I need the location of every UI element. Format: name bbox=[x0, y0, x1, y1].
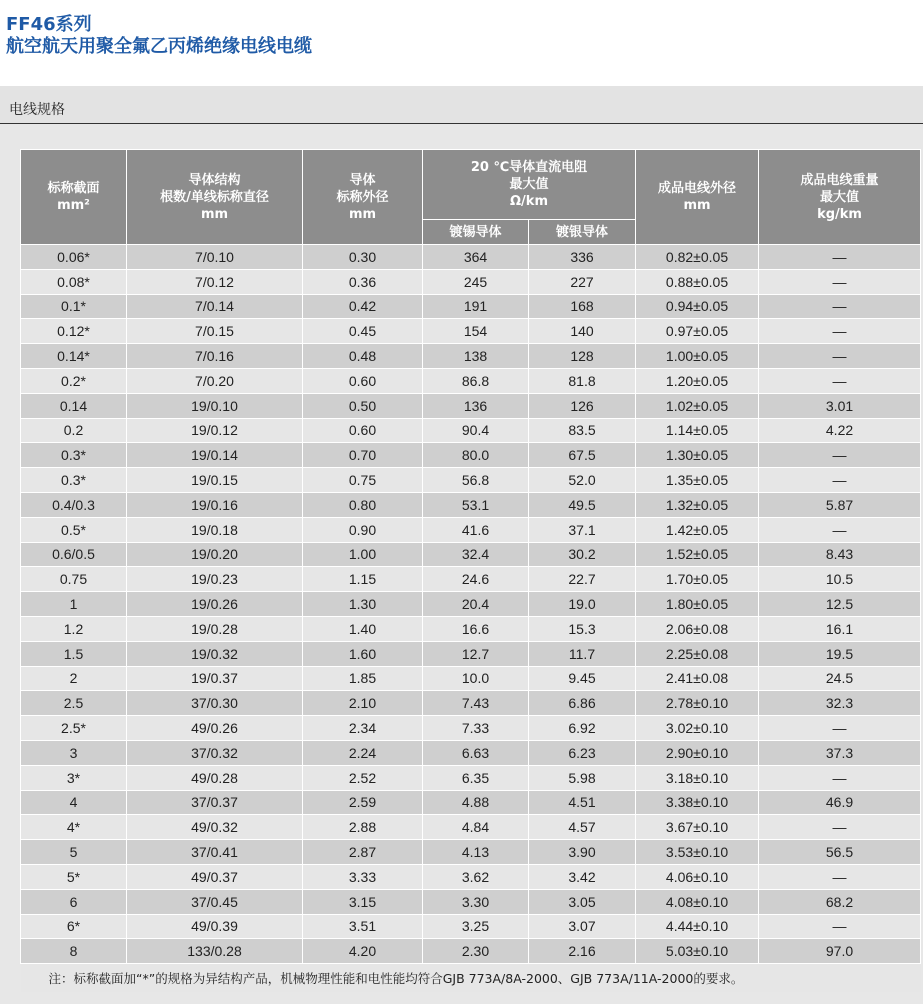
table-row bbox=[21, 889, 921, 914]
table-cell: 4 bbox=[21, 790, 127, 815]
table-cell: 53.1 bbox=[423, 492, 529, 517]
table-cell: 97.0 bbox=[759, 939, 921, 964]
table-cell: 19/0.14 bbox=[127, 443, 303, 468]
table-cell: 1.00 bbox=[303, 542, 423, 567]
header-outer-diameter bbox=[636, 150, 759, 245]
table-cell: — bbox=[759, 517, 921, 542]
table-cell: 0.14* bbox=[21, 344, 127, 369]
table-row bbox=[21, 914, 921, 939]
spec-table bbox=[20, 149, 921, 992]
table-cell: 83.5 bbox=[529, 418, 636, 443]
header-silvered-conductor: 镀银导体 bbox=[529, 220, 636, 245]
table-row bbox=[21, 294, 921, 319]
table-cell: 6.63 bbox=[423, 740, 529, 765]
table-cell: 5.03±0.10 bbox=[636, 939, 759, 964]
table-cell: — bbox=[759, 765, 921, 790]
header-unit: Ω/km bbox=[510, 194, 548, 209]
table-cell: 37.1 bbox=[529, 517, 636, 542]
table-cell: 336 bbox=[529, 245, 636, 270]
table-cell: 3.15 bbox=[303, 889, 423, 914]
table-row bbox=[21, 691, 921, 716]
table-row bbox=[21, 592, 921, 617]
table-cell: 22.7 bbox=[529, 567, 636, 592]
table-cell: — bbox=[759, 245, 921, 270]
table-cell: 7/0.14 bbox=[127, 294, 303, 319]
table-cell: 245 bbox=[423, 269, 529, 294]
table-cell: 0.75 bbox=[21, 567, 127, 592]
table-cell: — bbox=[759, 716, 921, 741]
header-text: 最大值 bbox=[820, 189, 860, 205]
table-cell: 4.08±0.10 bbox=[636, 889, 759, 914]
table-cell: 3.67±0.10 bbox=[636, 815, 759, 840]
table-cell: 68.2 bbox=[759, 889, 921, 914]
table-row bbox=[21, 245, 921, 270]
table-row bbox=[21, 716, 921, 741]
header-unit: mm² bbox=[57, 198, 90, 213]
table-cell: 0.36 bbox=[303, 269, 423, 294]
table-cell: — bbox=[759, 344, 921, 369]
table-cell: 3.18±0.10 bbox=[636, 765, 759, 790]
table-cell: 1.35±0.05 bbox=[636, 468, 759, 493]
table-cell: 46.9 bbox=[759, 790, 921, 815]
table-cell: 19/0.20 bbox=[127, 542, 303, 567]
table-cell: 15.3 bbox=[529, 616, 636, 641]
table-cell: 5.98 bbox=[529, 765, 636, 790]
table-cell: 4.13 bbox=[423, 840, 529, 865]
table-cell: 1.30 bbox=[303, 592, 423, 617]
table-cell: 4.88 bbox=[423, 790, 529, 815]
section-label: 电线规格 bbox=[9, 102, 65, 118]
header-text: 根数/单线标称直径 bbox=[160, 189, 269, 205]
header-weight bbox=[759, 150, 921, 245]
table-cell: 1 bbox=[21, 592, 127, 617]
table-cell: 0.50 bbox=[303, 393, 423, 418]
table-cell: 49/0.28 bbox=[127, 765, 303, 790]
table-cell: 4.57 bbox=[529, 815, 636, 840]
table-cell: 4* bbox=[21, 815, 127, 840]
table-cell: 10.5 bbox=[759, 567, 921, 592]
table-cell: 8 bbox=[21, 939, 127, 964]
table-cell: 2.59 bbox=[303, 790, 423, 815]
table-cell: 7/0.16 bbox=[127, 344, 303, 369]
table-cell: 3 bbox=[21, 740, 127, 765]
table-cell: 41.6 bbox=[423, 517, 529, 542]
table-cell: 0.06* bbox=[21, 245, 127, 270]
table-cell: 0.82±0.05 bbox=[636, 245, 759, 270]
table-cell: 2.24 bbox=[303, 740, 423, 765]
table-cell: 0.88±0.05 bbox=[636, 269, 759, 294]
table-cell: 19.0 bbox=[529, 592, 636, 617]
table-cell: 3.02±0.10 bbox=[636, 716, 759, 741]
table-cell: 128 bbox=[529, 344, 636, 369]
header-text: 导体结构 bbox=[188, 172, 241, 188]
table-cell: 2.06±0.08 bbox=[636, 616, 759, 641]
table-cell: 2.30 bbox=[423, 939, 529, 964]
header-unit: mm bbox=[348, 206, 377, 222]
table-cell: 3.62 bbox=[423, 864, 529, 889]
table-cell: 19/0.37 bbox=[127, 666, 303, 691]
table-cell: 7/0.15 bbox=[127, 319, 303, 344]
table-cell: — bbox=[759, 269, 921, 294]
table-cell: 133/0.28 bbox=[127, 939, 303, 964]
table-cell: 9.45 bbox=[529, 666, 636, 691]
table-cell: 6.92 bbox=[529, 716, 636, 741]
table-cell: 3.05 bbox=[529, 889, 636, 914]
table-cell: 0.30 bbox=[303, 245, 423, 270]
table-row bbox=[21, 542, 921, 567]
table-cell: 2.34 bbox=[303, 716, 423, 741]
table-cell: 0.90 bbox=[303, 517, 423, 542]
table-row bbox=[21, 269, 921, 294]
header-text: 标称截面 bbox=[47, 181, 100, 196]
table-cell: 19/0.28 bbox=[127, 616, 303, 641]
table-cell: 4.06±0.10 bbox=[636, 864, 759, 889]
table-cell: 32.4 bbox=[423, 542, 529, 567]
table-cell: 19/0.23 bbox=[127, 567, 303, 592]
header-text: 成品电线重量 bbox=[800, 172, 879, 188]
table-cell: 2.78±0.10 bbox=[636, 691, 759, 716]
header-unit: mm bbox=[683, 198, 711, 213]
table-cell: 0.3* bbox=[21, 468, 127, 493]
table-cell: 4.51 bbox=[529, 790, 636, 815]
table-cell: 49/0.37 bbox=[127, 864, 303, 889]
table-cell: 0.08* bbox=[21, 269, 127, 294]
table-cell: 49/0.39 bbox=[127, 914, 303, 939]
spec-table-body bbox=[21, 245, 921, 964]
table-cell: 1.32±0.05 bbox=[636, 492, 759, 517]
table-cell: 1.42±0.05 bbox=[636, 517, 759, 542]
table-cell: 2.25±0.08 bbox=[636, 641, 759, 666]
table-cell: 168 bbox=[529, 294, 636, 319]
table-cell: — bbox=[759, 319, 921, 344]
table-cell: 0.75 bbox=[303, 468, 423, 493]
table-cell: 0.60 bbox=[303, 368, 423, 393]
table-cell: — bbox=[759, 815, 921, 840]
table-cell: 37/0.41 bbox=[127, 840, 303, 865]
table-cell: 2.52 bbox=[303, 765, 423, 790]
table-cell: 49.5 bbox=[529, 492, 636, 517]
table-row bbox=[21, 864, 921, 889]
table-cell: 0.80 bbox=[303, 492, 423, 517]
table-cell: 12.5 bbox=[759, 592, 921, 617]
table-cell: 7/0.20 bbox=[127, 368, 303, 393]
table-cell: 3.30 bbox=[423, 889, 529, 914]
table-row bbox=[21, 492, 921, 517]
header-unit: mm bbox=[200, 206, 229, 222]
table-cell: 2.5 bbox=[21, 691, 127, 716]
table-cell: 6* bbox=[21, 914, 127, 939]
table-cell: 2.5* bbox=[21, 716, 127, 741]
table-cell: 24.5 bbox=[759, 666, 921, 691]
table-cell: 5 bbox=[21, 840, 127, 865]
table-cell: 37/0.32 bbox=[127, 740, 303, 765]
table-cell: 19/0.15 bbox=[127, 468, 303, 493]
table-cell: 0.42 bbox=[303, 294, 423, 319]
table-cell: 0.60 bbox=[303, 418, 423, 443]
table-row bbox=[21, 443, 921, 468]
table-cell: 1.60 bbox=[303, 641, 423, 666]
header-conductor-structure bbox=[127, 150, 303, 245]
table-cell: 1.20±0.05 bbox=[636, 368, 759, 393]
table-cell: 191 bbox=[423, 294, 529, 319]
table-cell: 24.6 bbox=[423, 567, 529, 592]
table-cell: 136 bbox=[423, 393, 529, 418]
table-cell: 138 bbox=[423, 344, 529, 369]
table-cell: 0.3* bbox=[21, 443, 127, 468]
table-cell: 3* bbox=[21, 765, 127, 790]
table-cell: 7.33 bbox=[423, 716, 529, 741]
table-cell: 37.3 bbox=[759, 740, 921, 765]
table-cell: 12.7 bbox=[423, 641, 529, 666]
table-cell: 7/0.12 bbox=[127, 269, 303, 294]
table-cell: 8.43 bbox=[759, 542, 921, 567]
table-cell: 67.5 bbox=[529, 443, 636, 468]
table-cell: 0.45 bbox=[303, 319, 423, 344]
table-cell: 2.41±0.08 bbox=[636, 666, 759, 691]
header-conductor-diameter bbox=[303, 150, 423, 245]
table-cell: 1.70±0.05 bbox=[636, 567, 759, 592]
table-cell: 1.5 bbox=[21, 641, 127, 666]
table-cell: 2.87 bbox=[303, 840, 423, 865]
table-cell: 11.7 bbox=[529, 641, 636, 666]
table-cell: 0.4/0.3 bbox=[21, 492, 127, 517]
table-cell: 154 bbox=[423, 319, 529, 344]
table-note: 注：标称截面加“*”的规格为异结构产品，机械物理性能和电性能均符合GJB 773A/8A-2000、GJB 773A/11A-2000的要求。 bbox=[21, 964, 921, 993]
table-cell: 6.23 bbox=[529, 740, 636, 765]
table-cell: 3.38±0.10 bbox=[636, 790, 759, 815]
table-cell: — bbox=[759, 368, 921, 393]
table-cell: 2.10 bbox=[303, 691, 423, 716]
table-cell: 4.44±0.10 bbox=[636, 914, 759, 939]
table-row bbox=[21, 790, 921, 815]
table-cell: 0.14 bbox=[21, 393, 127, 418]
table-cell: 4.84 bbox=[423, 815, 529, 840]
table-cell: — bbox=[759, 914, 921, 939]
table-cell: 56.8 bbox=[423, 468, 529, 493]
table-row bbox=[21, 517, 921, 542]
header-text: 导体 bbox=[349, 172, 376, 188]
table-cell: 19/0.26 bbox=[127, 592, 303, 617]
table-cell: 86.8 bbox=[423, 368, 529, 393]
table-row bbox=[21, 616, 921, 641]
table-row bbox=[21, 567, 921, 592]
table-cell: 49/0.26 bbox=[127, 716, 303, 741]
table-cell: 52.0 bbox=[529, 468, 636, 493]
table-row bbox=[21, 765, 921, 790]
section-header bbox=[0, 86, 923, 125]
table-cell: 30.2 bbox=[529, 542, 636, 567]
table-cell: 19.5 bbox=[759, 641, 921, 666]
table-cell: 3.90 bbox=[529, 840, 636, 865]
table-cell: 0.94±0.05 bbox=[636, 294, 759, 319]
table-cell: 3.42 bbox=[529, 864, 636, 889]
table-cell: 0.97±0.05 bbox=[636, 319, 759, 344]
table-row bbox=[21, 468, 921, 493]
title-block bbox=[6, 14, 312, 58]
header-text: 最大值 bbox=[509, 177, 549, 192]
table-row bbox=[21, 939, 921, 964]
table-cell: 49/0.32 bbox=[127, 815, 303, 840]
table-cell: 0.70 bbox=[303, 443, 423, 468]
table-cell: 81.8 bbox=[529, 368, 636, 393]
table-cell: 6 bbox=[21, 889, 127, 914]
table-cell: 0.12* bbox=[21, 319, 127, 344]
table-row bbox=[21, 368, 921, 393]
header-text: 20 ℃导体直流电阻 bbox=[470, 160, 588, 175]
table-cell: 1.14±0.05 bbox=[636, 418, 759, 443]
table-cell: 16.6 bbox=[423, 616, 529, 641]
table-cell: 19/0.12 bbox=[127, 418, 303, 443]
table-cell: — bbox=[759, 443, 921, 468]
table-row bbox=[21, 393, 921, 418]
table-cell: 364 bbox=[423, 245, 529, 270]
table-cell: 6.35 bbox=[423, 765, 529, 790]
table-row bbox=[21, 840, 921, 865]
table-cell: 0.6/0.5 bbox=[21, 542, 127, 567]
table-cell: 3.51 bbox=[303, 914, 423, 939]
table-cell: 2 bbox=[21, 666, 127, 691]
table-cell: 90.4 bbox=[423, 418, 529, 443]
table-cell: 0.5* bbox=[21, 517, 127, 542]
table-cell: 1.15 bbox=[303, 567, 423, 592]
table-cell: 37/0.30 bbox=[127, 691, 303, 716]
table-cell: 3.01 bbox=[759, 393, 921, 418]
header-dc-resistance bbox=[423, 150, 636, 220]
table-cell: 19/0.16 bbox=[127, 492, 303, 517]
header-unit: kg/km bbox=[817, 206, 862, 222]
table-cell: 0.1* bbox=[21, 294, 127, 319]
table-cell: 6.86 bbox=[529, 691, 636, 716]
table-cell: 1.85 bbox=[303, 666, 423, 691]
table-cell: 19/0.32 bbox=[127, 641, 303, 666]
table-row bbox=[21, 344, 921, 369]
table-cell: 56.5 bbox=[759, 840, 921, 865]
table-cell: — bbox=[759, 864, 921, 889]
table-row bbox=[21, 319, 921, 344]
table-cell: 7/0.10 bbox=[127, 245, 303, 270]
header-tinned-conductor: 镀锡导体 bbox=[423, 220, 529, 245]
table-cell: 3.07 bbox=[529, 914, 636, 939]
table-cell: 1.40 bbox=[303, 616, 423, 641]
table-cell: 19/0.18 bbox=[127, 517, 303, 542]
table-cell: 2.90±0.10 bbox=[636, 740, 759, 765]
table-cell: 1.02±0.05 bbox=[636, 393, 759, 418]
product-subtitle: 航空航天用聚全氟乙丙烯绝缘电线电缆 bbox=[6, 36, 312, 57]
table-cell: 1.00±0.05 bbox=[636, 344, 759, 369]
table-cell: 4.20 bbox=[303, 939, 423, 964]
table-row bbox=[21, 666, 921, 691]
table-row bbox=[21, 418, 921, 443]
table-cell: 37/0.37 bbox=[127, 790, 303, 815]
table-cell: 0.2 bbox=[21, 418, 127, 443]
table-cell: 5.87 bbox=[759, 492, 921, 517]
table-cell: 7.43 bbox=[423, 691, 529, 716]
header-nominal-section bbox=[21, 150, 127, 245]
table-cell: — bbox=[759, 468, 921, 493]
table-cell: 3.33 bbox=[303, 864, 423, 889]
table-cell: 1.2 bbox=[21, 616, 127, 641]
table-cell: 126 bbox=[529, 393, 636, 418]
table-cell: 16.1 bbox=[759, 616, 921, 641]
table-cell: 4.22 bbox=[759, 418, 921, 443]
table-row bbox=[21, 815, 921, 840]
table-cell: 37/0.45 bbox=[127, 889, 303, 914]
table-cell: 5* bbox=[21, 864, 127, 889]
table-cell: 140 bbox=[529, 319, 636, 344]
table-cell: 1.52±0.05 bbox=[636, 542, 759, 567]
table-cell: 227 bbox=[529, 269, 636, 294]
table-cell: 0.2* bbox=[21, 368, 127, 393]
table-cell: 80.0 bbox=[423, 443, 529, 468]
table-cell: 10.0 bbox=[423, 666, 529, 691]
table-row bbox=[21, 740, 921, 765]
header-text: 标称外径 bbox=[336, 189, 389, 205]
header-text: 成品电线外径 bbox=[658, 181, 737, 196]
table-cell: 20.4 bbox=[423, 592, 529, 617]
table-cell: 1.80±0.05 bbox=[636, 592, 759, 617]
series-title: FF46系列 bbox=[6, 14, 92, 35]
table-cell: 2.88 bbox=[303, 815, 423, 840]
table-cell: 1.30±0.05 bbox=[636, 443, 759, 468]
table-cell: 19/0.10 bbox=[127, 393, 303, 418]
table-cell: — bbox=[759, 294, 921, 319]
table-row bbox=[21, 641, 921, 666]
table-cell: 3.25 bbox=[423, 914, 529, 939]
table-cell: 32.3 bbox=[759, 691, 921, 716]
table-cell: 3.53±0.10 bbox=[636, 840, 759, 865]
table-cell: 0.48 bbox=[303, 344, 423, 369]
table-cell: 2.16 bbox=[529, 939, 636, 964]
